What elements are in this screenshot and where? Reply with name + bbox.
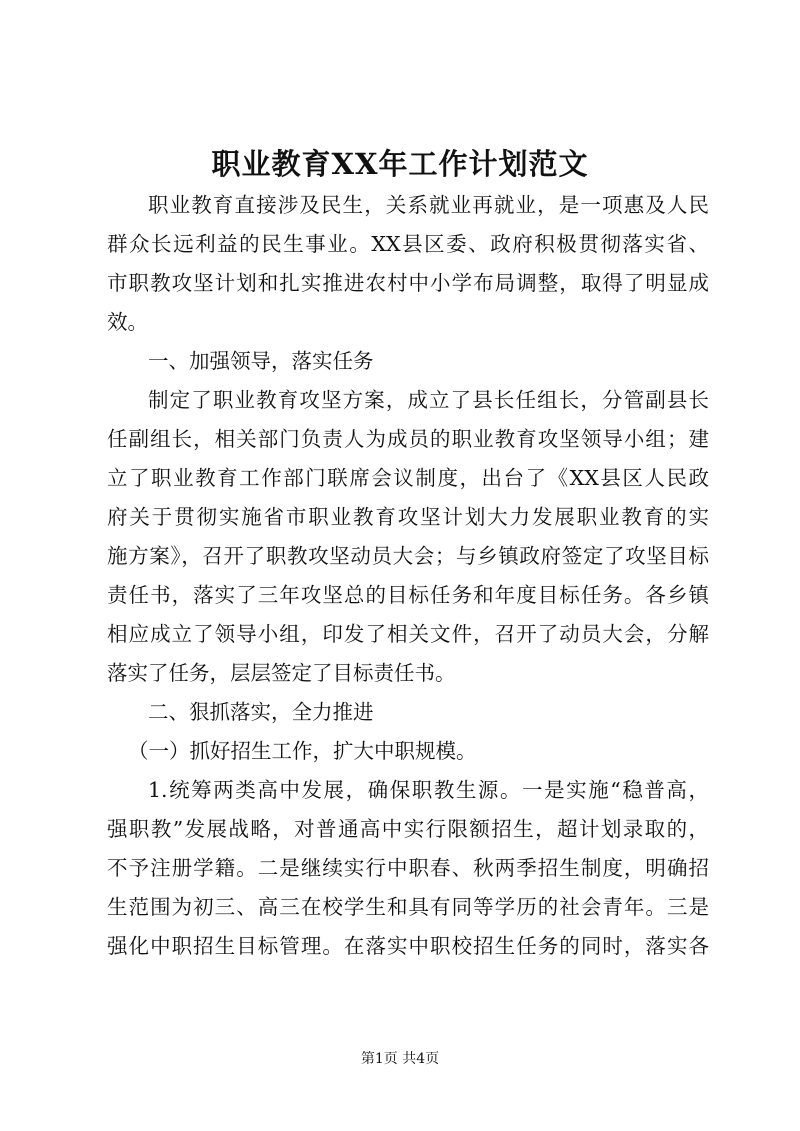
text-line: 施方案》，召开了职教攻坚动员大会；与乡镇政府签定了攻坚目标 <box>107 544 709 568</box>
text-line: 制定了职业教育攻坚方案，成立了县长任组长，分管副县长 <box>148 388 709 412</box>
section-heading-2: 二、狠抓落实，全力推进 <box>148 700 374 724</box>
text-line: 群众长远利益的民生事业。XX县区委、政府积极贯彻落实省、 <box>107 232 709 256</box>
text-line: 不予注册学籍。二是继续实行中职春、秋两季招生制度，明确招 <box>107 856 709 880</box>
text-line: 立了职业教育工作部门联席会议制度，出台了《XX县区人民政 <box>107 466 709 490</box>
paragraph-enrollment <box>107 771 709 966</box>
paragraph-intro <box>107 186 709 342</box>
document-title: 职业教育XX年工作计划范文 <box>211 147 589 181</box>
text-line: 府关于贯彻实施省市职业教育攻坚计划大力发展职业教育的实 <box>107 505 709 529</box>
paragraph-leadership <box>107 381 709 693</box>
text-line: 市职教攻坚计划和扎实推进农村中小学布局调整，取得了明显成 <box>107 271 709 295</box>
text-line: 落实了任务，层层签定了目标责任书。 <box>107 661 456 685</box>
subsection-heading-1: （一）抓好招生工作，扩大中职规模。 <box>128 739 477 763</box>
text-line: 1.统筹两类高中发展，确保职教生源。一是实施“稳普高， <box>148 778 709 802</box>
page-number-footer: 第1页 共4页 <box>360 1051 440 1067</box>
text-line: 强职教”发展战略，对普通高中实行限额招生，超计划录取的， <box>107 817 709 841</box>
text-line: 职业教育直接涉及民生，关系就业再就业，是一项惠及人民 <box>148 193 709 217</box>
text-line: 强化中职招生目标管理。在落实中职校招生任务的同时，落实各 <box>107 934 709 958</box>
text-line: 生范围为初三、高三在校学生和具有同等学历的社会青年。三是 <box>107 895 709 919</box>
document-body <box>107 186 709 966</box>
text-line: 相应成立了领导小组，印发了相关文件，召开了动员大会，分解 <box>107 622 709 646</box>
text-line: 效。 <box>107 310 148 334</box>
text-line: 责任书，落实了三年攻坚总的目标任务和年度目标任务。各乡镇 <box>107 583 709 607</box>
section-heading-1: 一、加强领导，落实任务 <box>148 349 374 373</box>
text-line: 任副组长，相关部门负责人为成员的职业教育攻坚领导小组；建 <box>107 427 709 451</box>
